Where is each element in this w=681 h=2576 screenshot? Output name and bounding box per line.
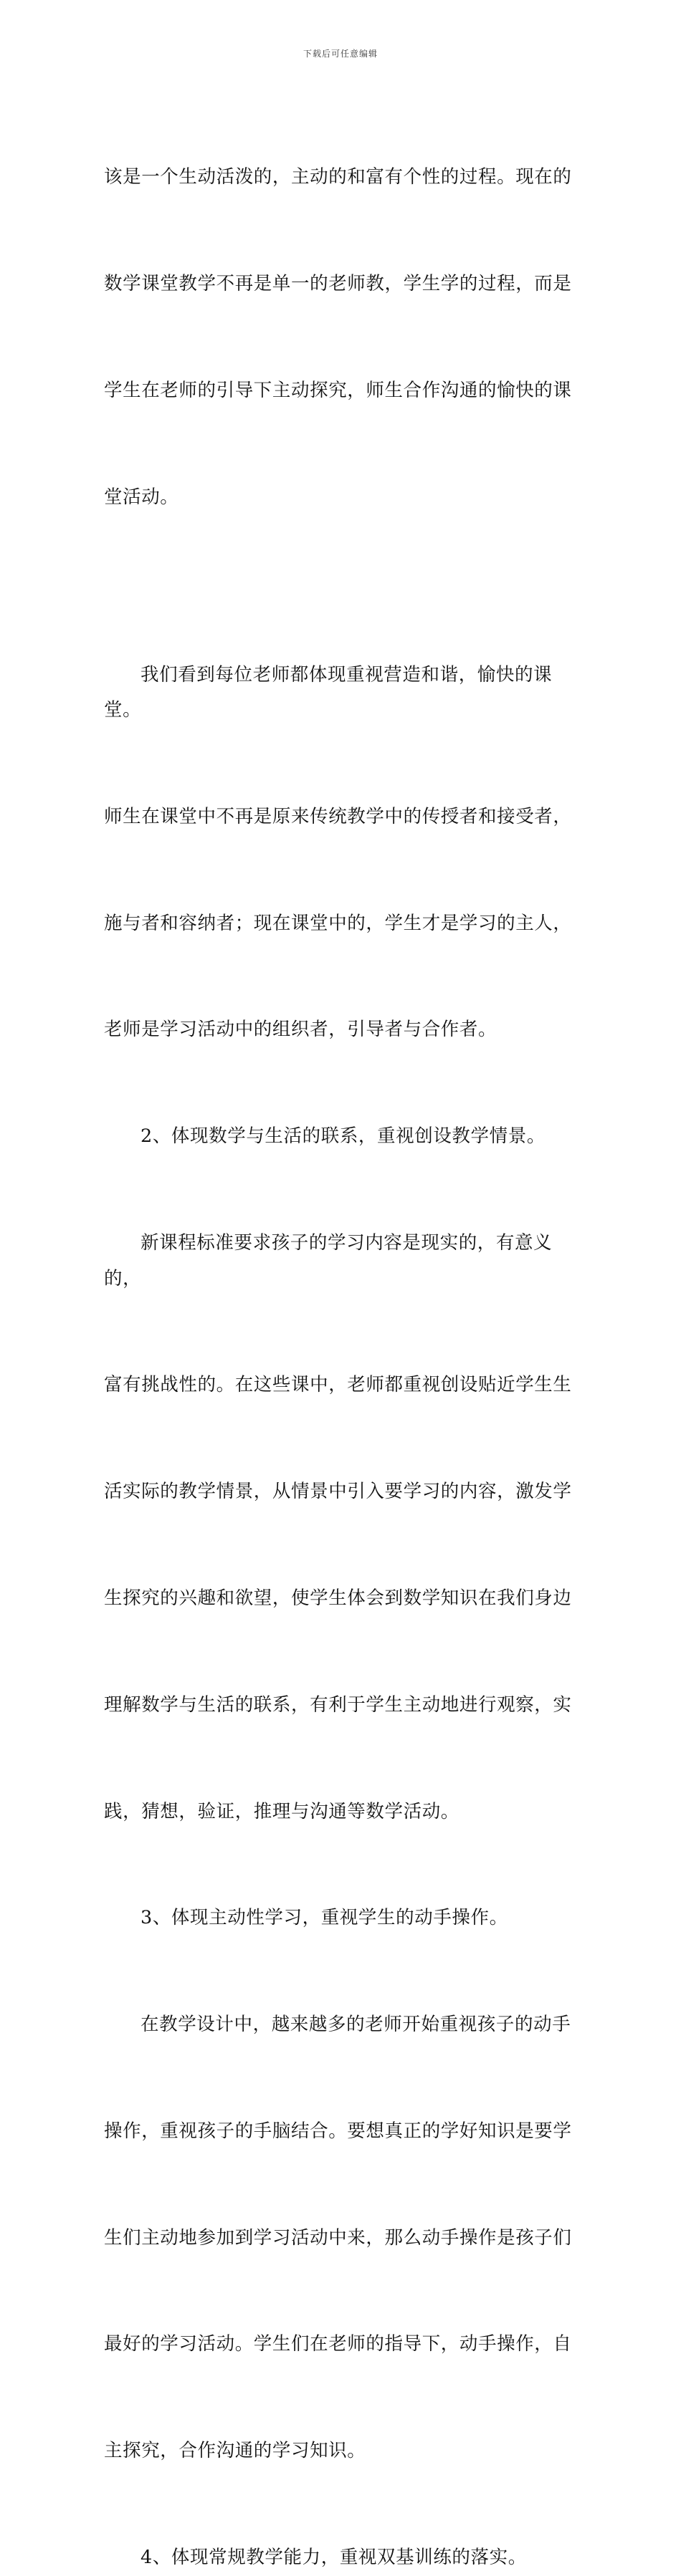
text-line: 老师是学习活动中的组织者，引导者与合作者。 (104, 1019, 497, 1041)
text-line: 践，猜想，验证，推理与沟通等数学活动。 (104, 1800, 459, 1822)
text-line: 生探究的兴趣和欲望，使学生体会到数学知识在我们身边 (104, 1587, 572, 1609)
section-heading-4: 4、体现常规教学能力，重视双基训练的落实。 (141, 2546, 527, 2568)
section-heading-3: 3、体现主动性学习，重视学生的动手操作。 (141, 1907, 508, 1929)
text-line: 师生在课堂中不再是原来传统教学中的传授者和接受者， (104, 805, 572, 827)
text-line: 新课程标准要求孩子的学习内容是现实的，有意义的， (104, 1232, 553, 1289)
text-line: 数学课堂教学不再是单一的老师教，学生学的过程，而是 (104, 272, 572, 294)
document-body (104, 89, 586, 2576)
paragraph-harmonious-classroom (104, 586, 586, 1119)
text-line: 主探究，合作沟通的学习知识。 (104, 2440, 366, 2462)
text-line: 学生在老师的引导下主动探究，师生合作沟通的愉快的课 (104, 379, 572, 401)
paragraph-life-connection (104, 1155, 586, 1900)
text-line: 操作，重视孩子的手脑结合。要想真正的学好知识是要学 (104, 2120, 572, 2142)
paragraph-hands-on (104, 1936, 586, 2540)
page-header-note: 下载后可任意编辑 (303, 49, 378, 59)
text-line: 生们主动地参加到学习活动中来，那么动手操作是孩子们 (104, 2226, 572, 2249)
text-line: 堂活动。 (104, 486, 179, 508)
text-line: 我们看到每位老师都体现重视营造和谐，愉快的课堂。 (104, 663, 553, 721)
text-line: 活实际的教学情景，从情景中引入要学习的内容，激发学 (104, 1481, 572, 1503)
paragraph-continuation (104, 89, 586, 586)
text-line: 理解数学与生活的联系，有利于学生主动地进行观察，实 (104, 1693, 572, 1716)
text-line: 在教学设计中，越来越多的老师开始重视孩子的动手 (141, 2014, 571, 2036)
text-line: 施与者和容纳者；现在课堂中的，学生才是学习的主人， (104, 912, 572, 934)
section-heading-2: 2、体现数学与生活的联系，重视创设教学情景。 (141, 1125, 546, 1148)
text-line: 富有挑战性的。在这些课中，老师都重视创设贴近学生生 (104, 1374, 572, 1396)
text-line: 最好的学习活动。学生们在老师的指导下，动手操作，自 (104, 2333, 572, 2355)
text-line: 该是一个生动活泼的，主动的和富有个性的过程。现在的 (104, 166, 572, 188)
